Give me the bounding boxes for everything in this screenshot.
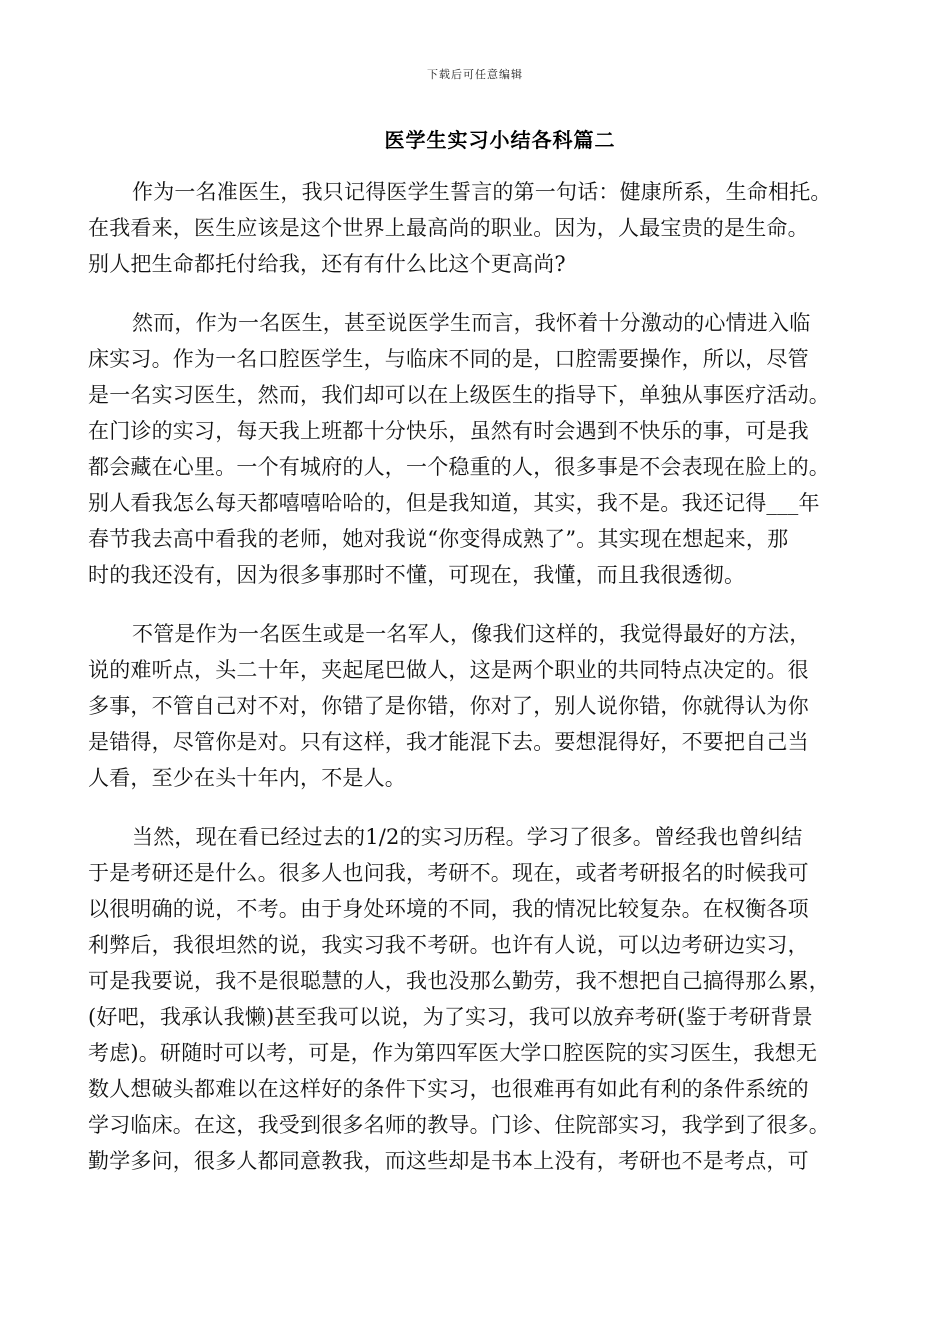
text-line: 是一名实习医生，然而，我们却可以在上级医生的指导下，单独从事医疗活动。 — [88, 383, 830, 407]
text-line: 考虑)。研随时可以考，可是，作为第四军医大学口腔医院的实习医生，我想无 — [88, 1041, 818, 1065]
text-line: 别人把生命都托付给我，还有有什么比这个更高尚? — [88, 252, 566, 276]
text-line: 数人想破头都难以在这样好的条件下实习，也很难再有如此有利的条件系统的 — [88, 1077, 809, 1101]
header-note: 下载后可任意编辑 — [427, 68, 523, 81]
text-line: 别人看我怎么每天都嘻嘻哈哈的，但是我知道，其实，我不是。我还记得___年 — [88, 491, 820, 515]
text-line: 多事，不管自己对不对，你错了是你错，你对了，别人说你错，你就得认为你 — [88, 694, 809, 718]
text-line: 勤学多问，很多人都同意教我，而这些却是书本上没有，考研也不是考点，可 — [88, 1149, 809, 1173]
document-body — [88, 174, 870, 1202]
text-line: 都会藏在心里。一个有城府的人，一个稳重的人，很多事是不会表现在脸上的。 — [88, 455, 830, 479]
text-line: 时的我还没有，因为很多事那时不懂，可现在，我懂，而且我很透彻。 — [88, 563, 746, 587]
text-line: 说的难听点，头二十年，夹起尾巴做人，这是两个职业的共同特点决定的。很 — [88, 658, 809, 682]
text-line: 当然，现在看已经过去的1/2的实习历程。学习了很多。曾经我也曾纠结 — [132, 825, 803, 849]
paragraph — [88, 616, 870, 796]
text-line: 于是考研还是什么。很多人也问我，考研不。现在，或者考研报名的时候我可 — [88, 861, 809, 885]
text-line: 春节我去高中看我的老师，她对我说“你变得成熟了”。其实现在想起来，那 — [88, 527, 789, 551]
paragraph — [88, 819, 870, 1179]
text-line: 是错得，尽管你是对。只有这样，我才能混下去。要想混得好，不要把自己当 — [88, 730, 809, 754]
text-line: 可是我要说，我不是很聪慧的人，我也没那么勤劳，我不想把自己搞得那么累， — [88, 969, 830, 993]
text-line: 床实习。作为一名口腔医学生，与临床不同的是，口腔需要操作，所以，尽管 — [88, 347, 809, 371]
paragraph — [88, 305, 870, 593]
paragraph — [88, 174, 870, 282]
text-line: 以很明确的说，不考。由于身处环境的不同，我的情况比较复杂。在权衡各项 — [88, 897, 809, 921]
text-line: (好吧，我承认我懒)甚至我可以说，为了实习，我可以放弃考研(鉴于考研背景 — [88, 1005, 813, 1029]
text-line: 然而，作为一名医生，甚至说医学生而言，我怀着十分激动的心情进入临 — [132, 311, 811, 335]
text-line: 学习临床。在这，我受到很多名师的教导。门诊、住院部实习，我学到了很多。 — [88, 1113, 830, 1137]
text-line: 利弊后，我很坦然的说，我实习我不考研。也许有人说，可以边考研边实习， — [88, 933, 809, 957]
text-line: 在门诊的实习，每天我上班都十分快乐，虽然有时会遇到不快乐的事，可是我 — [88, 419, 809, 443]
document-title: 医学生实习小结各科篇二 — [384, 128, 616, 152]
text-line: 不管是作为一名医生或是一名军人，像我们这样的，我觉得最好的方法， — [132, 622, 811, 646]
text-line: 人看，至少在头十年内，不是人。 — [88, 766, 406, 790]
text-line: 在我看来，医生应该是这个世界上最高尚的职业。因为，人最宝贵的是生命。 — [88, 216, 809, 240]
text-line: 作为一名准医生，我只记得医学生誓言的第一句话：健康所系，生命相托。 — [132, 180, 832, 204]
